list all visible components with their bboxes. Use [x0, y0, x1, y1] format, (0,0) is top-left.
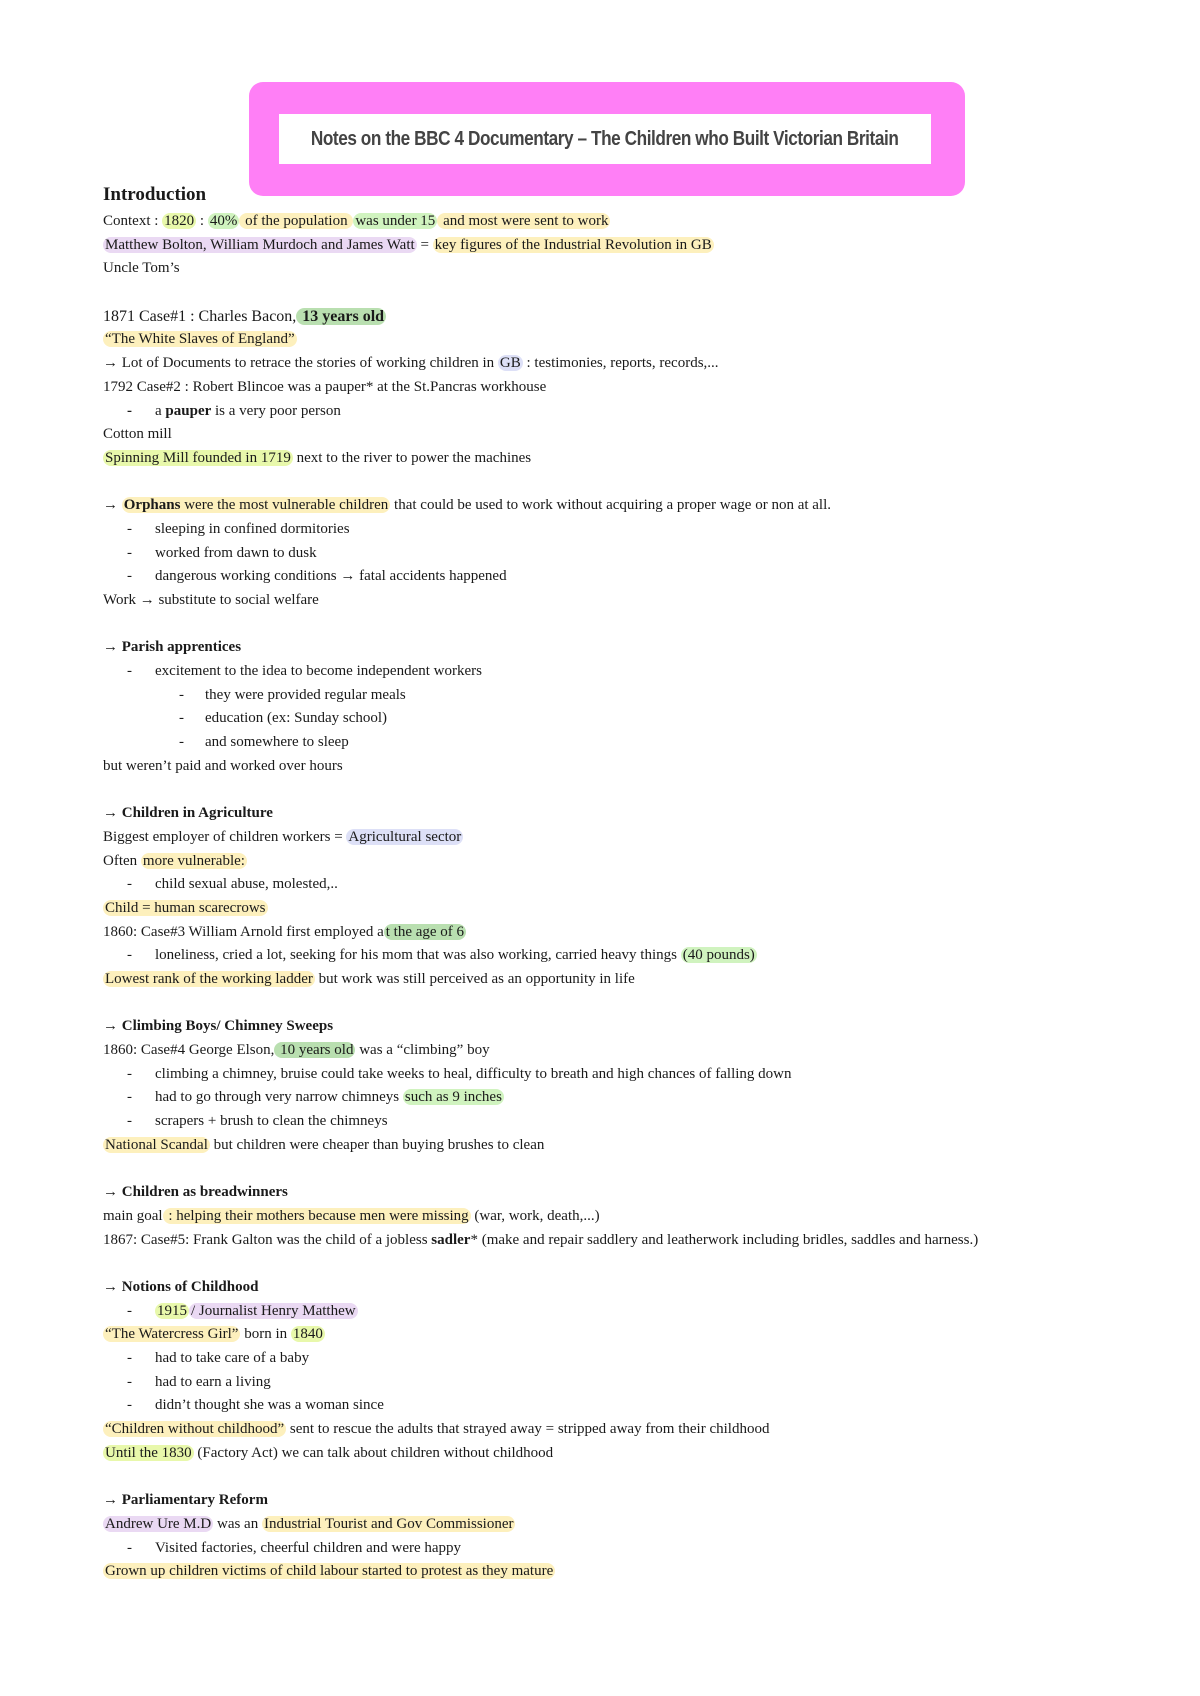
climbing-bullet-1: - climbing a chimney, bruise could take weeks to heal, difficulty to breath and high chances of falling down: [127, 1065, 792, 1082]
main-goal-line: main goal : helping their mothers because men were missing (war, work, death,...): [103, 1207, 600, 1224]
document-title: Notes on the BBC 4 Documentary – The Children who Built Victorian Britain: [311, 127, 899, 150]
parish-bullet: - excitement to the idea to become independent workers: [127, 663, 482, 680]
case4-line: 1860: Case#4 George Elson, 10 years old was a “climbing” boy: [103, 1042, 490, 1059]
case3-line: 1860: Case#3 William Arnold first employed a t the age of 6: [103, 923, 465, 940]
orphans-line: → Orphans were the most vulnerable children that could be used to work without acquiring a proper wage or non at all.: [103, 497, 832, 514]
case2-line: 1792 Case#2 : Robert Blincoe was a pauper* at the St.Pancras workhouse: [103, 378, 547, 395]
title-panel: [279, 114, 931, 164]
section-heading-childhood: → Notions of Childhood: [103, 1278, 259, 1295]
section-heading-climbing: → Climbing Boys/ Chimney Sweeps: [103, 1018, 334, 1035]
agriculture-bullet-2: - loneliness, cried a lot, seeking for his mom that was also working, carried heavy things (40 pounds): [127, 947, 755, 964]
without-childhood-line: “Children without childhood” sent to rescue the adults that strayed away = stripped away from their childhood: [105, 1421, 770, 1438]
section-heading-reform: → Parliamentary Reform: [103, 1492, 268, 1509]
section-heading-parish: → Parish apprentices: [103, 639, 242, 656]
orphans-bullet-2: - worked from dawn to dusk: [127, 544, 317, 561]
uncle-toms-line: Uncle Tom’s: [103, 260, 180, 277]
childhood-bullet-4: - didn’t thought she was a woman since: [127, 1397, 384, 1414]
parish-sub-bullet-3: - and somewhere to sleep: [179, 734, 349, 751]
parish-sub-bullet-1: - they were provided regular meals: [179, 686, 406, 703]
national-scandal-line: National Scandal but children were cheaper than buying brushes to clean: [105, 1136, 545, 1153]
childhood-bullet-3: - had to earn a living: [127, 1373, 271, 1390]
childhood-bullet-1: - 1915 / Journalist Henry Matthew: [127, 1302, 356, 1319]
parish-sub-bullet-2: - education (ex: Sunday school): [179, 710, 388, 727]
section-heading-introduction: Introduction: [103, 184, 207, 205]
notes-body: [103, 180, 1163, 1584]
section-heading-breadwinners: → Children as breadwinners: [103, 1184, 288, 1201]
orphans-bullet-1: - sleeping in confined dormitories: [127, 520, 350, 537]
employer-line: Biggest employer of children workers = Agricultural sector: [103, 828, 462, 845]
until-1830-line: Until the 1830 (Factory Act) we can talk about children without childhood: [105, 1444, 554, 1461]
case5-line: 1867: Case#5: Frank Galton was the child of a jobless sadler* (make and repair saddlery and leatherwork including bridles, saddles and harness.): [103, 1231, 979, 1248]
agriculture-bullet-1: - child sexual abuse, molested,..: [127, 876, 338, 893]
often-line: Often more vulnerable:: [103, 852, 245, 869]
spinning-mill-line: Spinning Mill founded in 1719 next to the river to power the machines: [105, 449, 532, 466]
section-heading-agriculture: → Children in Agriculture: [103, 805, 273, 822]
case1-line: 1871 Case#1 : Charles Bacon, 13 years old: [103, 307, 385, 325]
lowest-rank-line: Lowest rank of the working ladder but work was still perceived as an opportunity in life: [105, 971, 635, 987]
scarecrows-line: Child = human scarecrows: [105, 899, 266, 916]
context-line: Context : 1820 : 40% of the population was under 15 and most were sent to work: [103, 213, 609, 229]
title-frame: [249, 82, 965, 196]
work-welfare-line: Work → substitute to social welfare: [103, 592, 319, 608]
andrew-ure-line: Andrew Ure M.D was an Industrial Tourist and Gov Commissioner: [105, 1515, 514, 1532]
climbing-bullet-3: - scrapers + brush to clean the chimneys: [127, 1113, 388, 1130]
climbing-bullet-2: - had to go through very narrow chimneys such as 9 inches: [127, 1089, 502, 1106]
pauper-bullet: - a pauper is a very poor person: [127, 402, 341, 419]
documents-line: → Lot of Documents to retrace the stories of working children in GB : testimonies, reports, records,...: [103, 355, 719, 372]
grown-up-line: Grown up children victims of child labour started to protest as they mature: [105, 1563, 554, 1580]
childhood-bullet-2: - had to take care of a baby: [127, 1350, 310, 1366]
orphans-bullet-3: - dangerous working conditions → fatal accidents happened: [127, 568, 507, 585]
key-figures-line: Matthew Bolton, William Murdoch and James Watt = key figures of the Industrial Revolution in GB: [105, 236, 712, 253]
watercress-girl-line: “The Watercress Girl” born in 1840: [105, 1326, 323, 1343]
reform-bullet: - Visited factories, cheerful children and were happy: [127, 1539, 462, 1556]
cotton-mill-line: Cotton mill: [103, 426, 172, 443]
parish-but-line: but weren’t paid and worked over hours: [103, 757, 343, 774]
white-slaves-line: “The White Slaves of England”: [105, 331, 295, 348]
